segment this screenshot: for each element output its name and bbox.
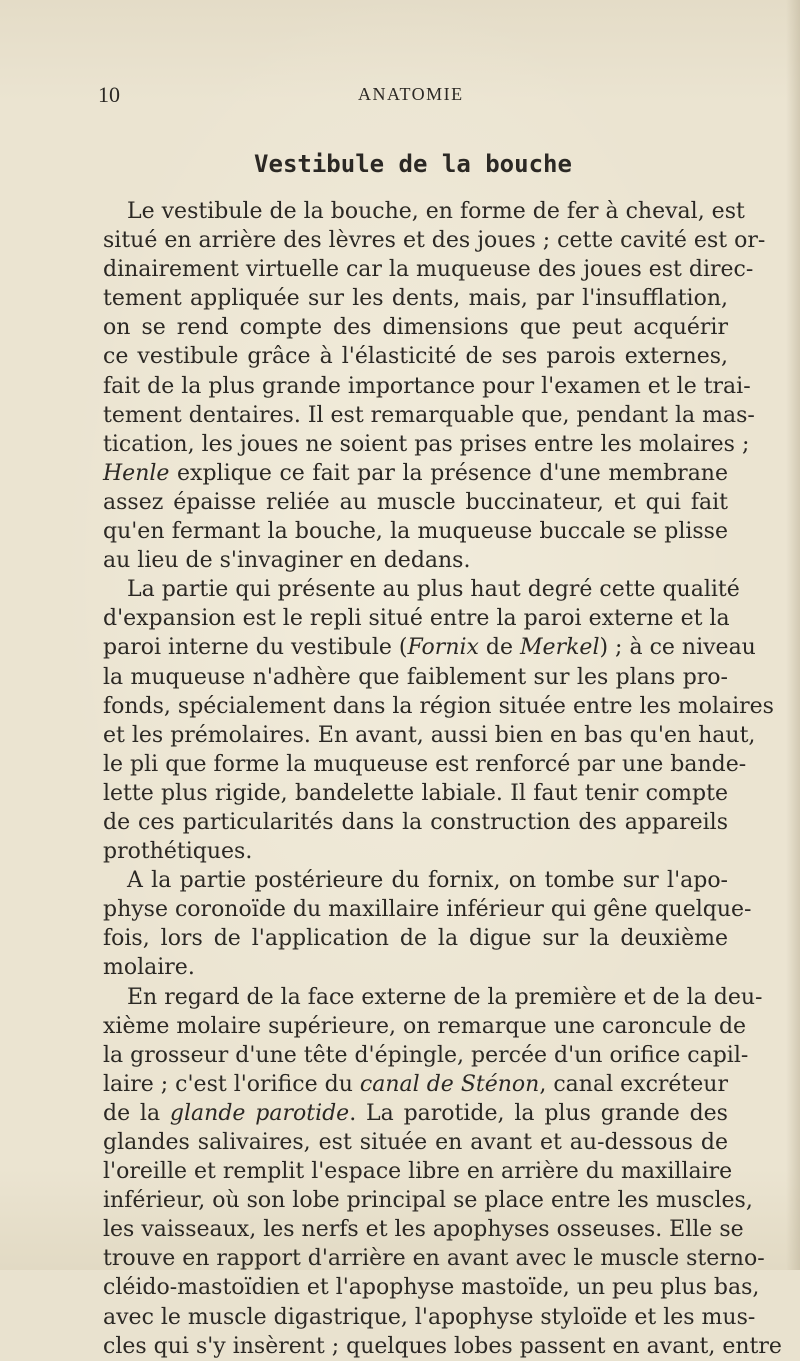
text-run: laire ; c'est l'orifice du — [103, 1071, 360, 1097]
text-line: qu'en fermant la bouche, la muqueuse buccale se plisse — [103, 519, 728, 545]
body-text — [103, 197, 782, 1361]
text-line: d'expansion est le repli situé entre la paroi externe et la — [103, 606, 730, 632]
text-line — [103, 459, 728, 488]
text-line: la grosseur d'une tête d'épingle, percée d'un orifice capil- — [103, 1042, 749, 1068]
text-line: fois, lors de l'application de la digue sur la deuxième — [103, 926, 728, 952]
text-line: lette plus rigide, bandelette labiale. Il faut tenir compte — [103, 780, 728, 806]
text-line: prothétiques. — [103, 839, 253, 865]
text-line: les vaisseaux, les nerfs et les apophyses osseuses. Elle se — [103, 1217, 744, 1243]
text-line: au lieu de s'invaginer en dedans. — [103, 548, 471, 574]
text-line: situé en arrière des lèvres et des joues ; cette cavité est or- — [103, 228, 766, 254]
text-line: tement appliquée sur les dents, mais, par l'insufflation, — [103, 286, 728, 312]
text-line: fait de la plus grande importance pour l'examen et le trai- — [103, 373, 751, 399]
author-name: Merkel — [520, 635, 600, 661]
page-number: 10 — [98, 82, 120, 107]
text-line: inférieur, où son lobe principal se place entre les muscles, — [103, 1188, 753, 1214]
text-line: cles qui s'y insèrent ; quelques lobes passent en avant, entre — [103, 1333, 782, 1359]
term-italic: canal de Sténon — [359, 1071, 540, 1097]
text-line: En regard de la face externe de la première et de la deu- — [127, 984, 763, 1010]
author-name: Henle — [103, 460, 170, 486]
text-line: avec le muscle digastrique, l'apophyse styloïde et les mus- — [103, 1304, 756, 1330]
text-line: Le vestibule de la bouche, en forme de fer à cheval, est — [127, 199, 745, 224]
text-line: ce vestibule grâce à l'élasticité de ses parois externes, — [103, 344, 728, 370]
text-run: ) ; à ce niveau — [599, 635, 756, 661]
page-edge-shadow — [786, 0, 800, 1270]
text-line: de ces particularités dans la construction des appareils — [103, 809, 728, 835]
section-title: Vestibule de la bouche — [254, 150, 572, 178]
running-head — [98, 82, 718, 112]
running-title: ANATOMIE — [358, 84, 464, 104]
text-line: l'oreille et remplit l'espace libre en arrière du maxillaire — [103, 1159, 733, 1185]
text-line — [103, 1070, 728, 1099]
text-line — [103, 633, 756, 662]
text-line: La partie qui présente au plus haut degré cette qualité — [127, 577, 740, 603]
text-line: tement dentaires. Il est remarquable que, pendant la mas- — [103, 402, 755, 428]
text-line: on se rend compte des dimensions que peut acquérir — [103, 315, 728, 341]
text-line: et les prémolaires. En avant, aussi bien en bas qu'en haut, — [103, 722, 756, 748]
text-line: le pli que forme la muqueuse est renforcé par une bande- — [103, 751, 747, 777]
text-line: tication, les joues ne soient pas prises entre les molaires ; — [103, 431, 750, 457]
text-run: . La parotide, la plus grande des — [349, 1100, 728, 1126]
text-line: physe coronoïde du maxillaire inférieur qui gêne quelque- — [103, 897, 752, 923]
text-run: de — [478, 635, 521, 661]
text-run: explique ce fait par la présence d'une membrane — [169, 460, 728, 486]
text-line: molaire. — [103, 955, 195, 981]
term-italic: glande parotide — [169, 1100, 350, 1126]
term-italic: Fornix — [407, 635, 479, 661]
text-line: dinairement virtuelle car la muqueuse des joues est direc- — [103, 257, 754, 283]
text-line: glandes salivaires, est située en avant et au-dessous de — [103, 1130, 728, 1155]
text-line: cléido-mastoïdien et l'apophyse mastoïde, un peu plus bas, — [103, 1275, 760, 1301]
text-line: xième molaire supérieure, on remarque une caroncule de — [103, 1013, 747, 1039]
text-line: trouve en rapport d'arrière en avant avec le muscle sterno- — [103, 1246, 765, 1272]
text-line: la muqueuse n'adhère que faiblement sur les plans pro- — [103, 664, 728, 690]
text-line: assez épaisse reliée au muscle buccinateur, et qui fait — [103, 489, 728, 515]
text-run: , canal excréteur — [539, 1071, 728, 1097]
text-line: A la partie postérieure du fornix, on tombe sur l'apo- — [127, 868, 728, 894]
text-run: de la — [103, 1100, 170, 1126]
text-line — [103, 1099, 728, 1128]
text-run: paroi interne du vestibule ( — [103, 635, 408, 661]
text-line: fonds, spécialement dans la région située entre les molaires — [103, 693, 774, 719]
